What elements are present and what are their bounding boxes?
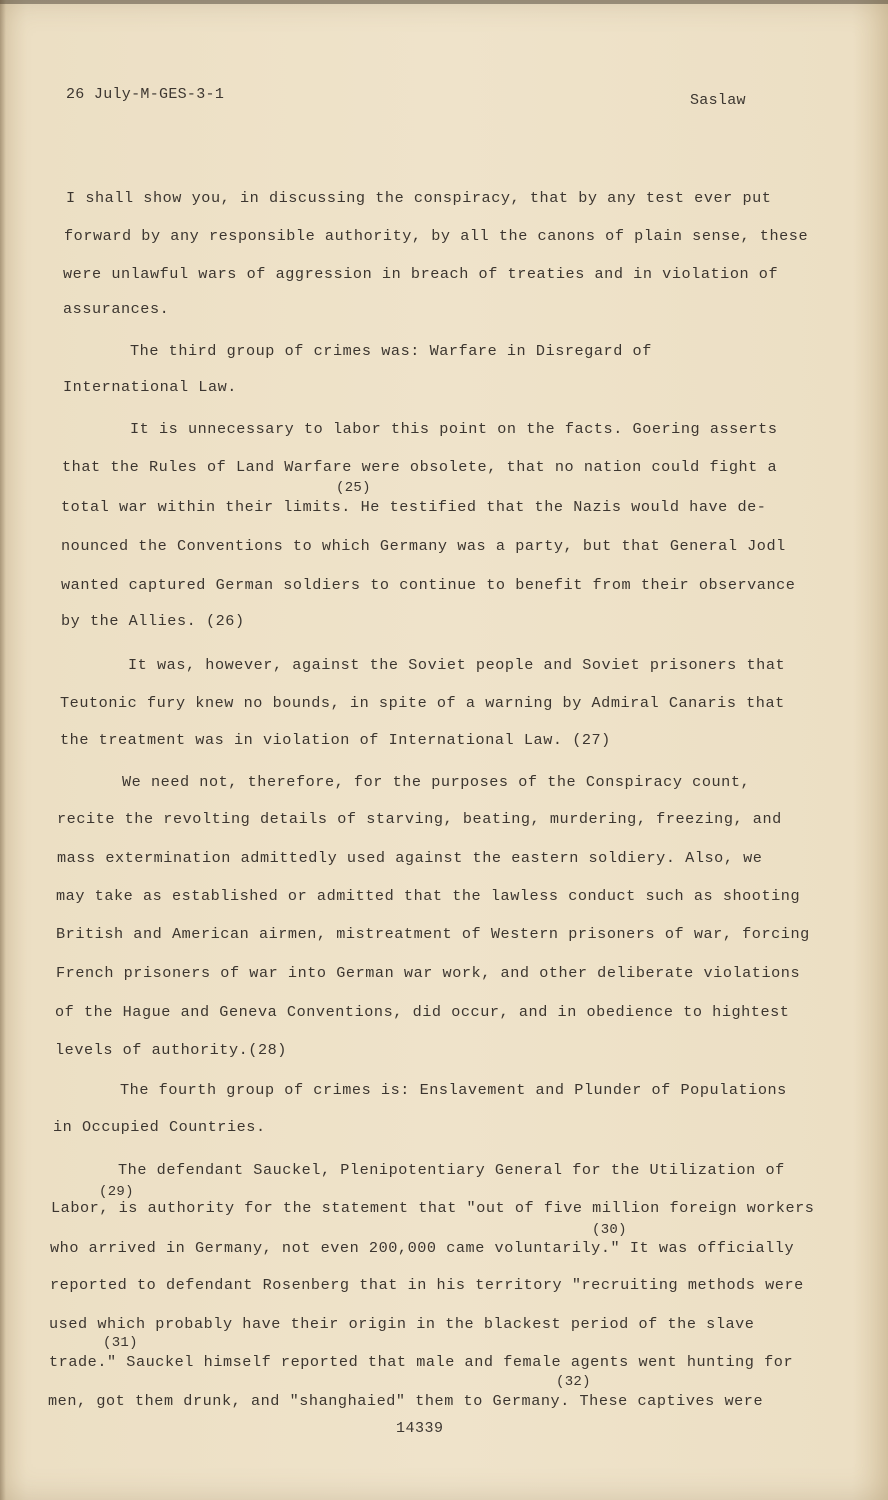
- text-line: in Occupied Countries.: [53, 1118, 266, 1136]
- reporter-name: Saslaw: [690, 92, 746, 109]
- text-line: I shall show you, in discussing the conspiracy, that by any test ever put: [66, 189, 772, 207]
- page-top-edge: [0, 0, 888, 4]
- footnote-mark: (32): [556, 1374, 591, 1390]
- text-line: used which probably have their origin in the blackest period of the slave: [49, 1315, 755, 1333]
- text-line: who arrived in Germany, not even 200,000 came voluntarily." It was officially: [50, 1239, 795, 1257]
- text-line: The fourth group of crimes is: Enslavement and Plunder of Populations: [120, 1081, 787, 1099]
- footnote-mark: (31): [103, 1335, 138, 1351]
- text-line: the treatment was in violation of International Law. (27): [60, 731, 611, 749]
- text-line: We need not, therefore, for the purposes of the Conspiracy count,: [122, 773, 751, 791]
- text-line: wanted captured German soldiers to continue to benefit from their observance: [61, 576, 796, 594]
- page-left-edge: [0, 0, 6, 1500]
- footnote-mark: (30): [592, 1222, 627, 1238]
- text-line: British and American airmen, mistreatment of Western prisoners of war, forcing: [56, 925, 810, 943]
- text-line: reported to defendant Rosenberg that in his territory "recruiting methods were: [50, 1276, 804, 1294]
- page-number: 14339: [396, 1420, 444, 1437]
- text-line: that the Rules of Land Warfare were obsolete, that no nation could fight a: [62, 458, 778, 476]
- text-line: The defendant Sauckel, Plenipotentiary General for the Utilization of: [118, 1161, 785, 1179]
- text-line: Teutonic fury knew no bounds, in spite of a warning by Admiral Canaris that: [60, 694, 785, 712]
- text-line: of the Hague and Geneva Conventions, did occur, and in obedience to hightest: [55, 1003, 790, 1021]
- text-line: were unlawful wars of aggression in breach of treaties and in violation of: [63, 265, 779, 283]
- text-line: Labor, is authority for the statement that "out of five million foreign workers: [51, 1199, 815, 1217]
- text-line: The third group of crimes was: Warfare in Disregard of: [130, 342, 652, 360]
- footnote-mark: (29): [99, 1184, 134, 1200]
- text-line: recite the revolting details of starving, beating, murdering, freezing, and: [57, 810, 782, 828]
- text-line: forward by any responsible authority, by all the canons of plain sense, these: [64, 227, 809, 245]
- text-line: may take as established or admitted that the lawless conduct such as shooting: [56, 887, 801, 905]
- text-line: French prisoners of war into German war work, and other deliberate violations: [56, 964, 801, 982]
- text-line: assurances.: [63, 300, 170, 318]
- text-line: by the Allies. (26): [61, 612, 245, 630]
- text-line: mass extermination admittedly used against the eastern soldiery. Also, we: [57, 849, 763, 867]
- text-line: total war within their limits. He testified that the Nazis would have de-: [61, 498, 767, 516]
- document-reference: 26 July-M-GES-3-1: [66, 86, 225, 103]
- text-line: trade." Sauckel himself reported that male and female agents went hunting for: [49, 1353, 794, 1371]
- text-line: It is unnecessary to labor this point on the facts. Goering asserts: [130, 420, 778, 438]
- footnote-mark: (25): [336, 480, 371, 496]
- text-line: International Law.: [63, 378, 237, 396]
- text-line: It was, however, against the Soviet people and Soviet prisoners that: [128, 656, 786, 674]
- text-line: nounced the Conventions to which Germany was a party, but that General Jodl: [61, 537, 786, 555]
- text-line: men, got them drunk, and "shanghaied" them to Germany. These captives were: [48, 1392, 764, 1410]
- text-line: levels of authority.(28): [55, 1041, 287, 1059]
